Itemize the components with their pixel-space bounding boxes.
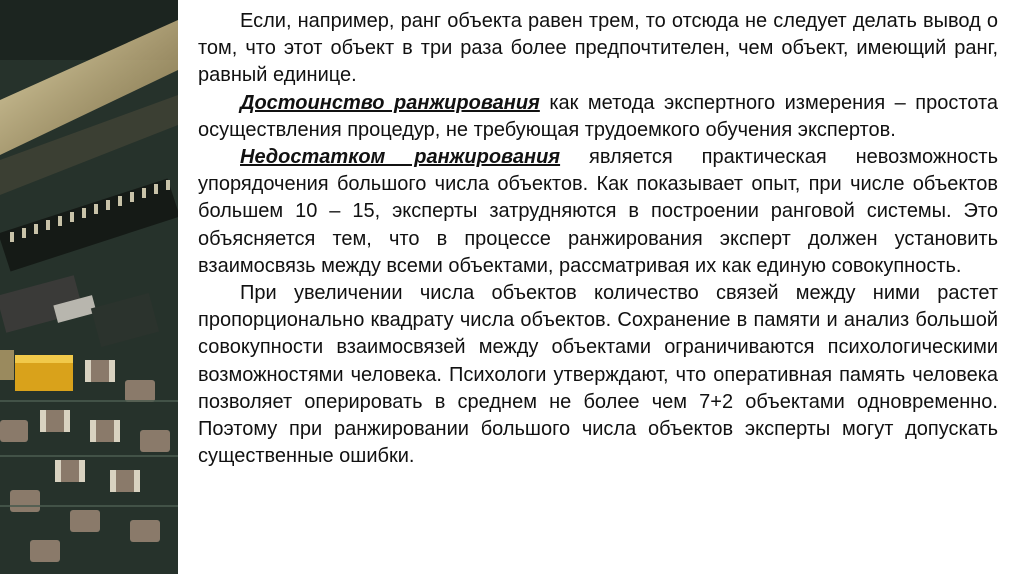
- paragraph-rank-example: [198, 8, 998, 90]
- circuit-board-graphic: [0, 0, 178, 574]
- paragraph-ranking-advantage: [198, 90, 998, 144]
- slide-text: [198, 8, 998, 470]
- term-drawback: Недостатком ранжирования: [240, 146, 561, 169]
- paragraph-memory-limits: [198, 280, 998, 470]
- paragraph-text: является практическая невозможность упорядочения большого числа объектов. Как показывает опыт, при числе объектов большем 10 – 15, эксперты затрудняются в построении ранговой системы. Это объясняется тем, что в процессе ранжирования эксперт должен установить взаимосвязь между всеми объектами, рассматривая их как единую совокупность.: [198, 146, 999, 277]
- paragraph-text: как метода экспертного измерения – простота осуществления процедур, не требующая трудоемкого обучения экспертов.: [198, 91, 999, 141]
- paragraph-text: Если, например, ранг объекта равен трем, то отсюда не следует делать вывод о том, что этот объект в три раза более предпочтителен, чем объект, имеющий ранг, равный единице.: [198, 10, 998, 87]
- paragraph-ranking-drawback: [198, 144, 998, 280]
- paragraph-text: При увеличении числа объектов количество связей между ними растет пропорционально квадрату числа объектов. Сохранение в памяти и анализ большой совокупности взаимосвязей между объектами ограничиваются психологическими возможностями человека. Психологи утверждают, что оперативная память человека позволяет оперировать в среднем не более чем 7+2 объектами одновременно. Поэтому при ранжировании большого числа объектов эксперты могут допускать существенные ошибки.: [198, 282, 998, 468]
- circuit-board-photo: [0, 0, 178, 574]
- term-advantage: Достоинство ранжирования: [240, 91, 540, 114]
